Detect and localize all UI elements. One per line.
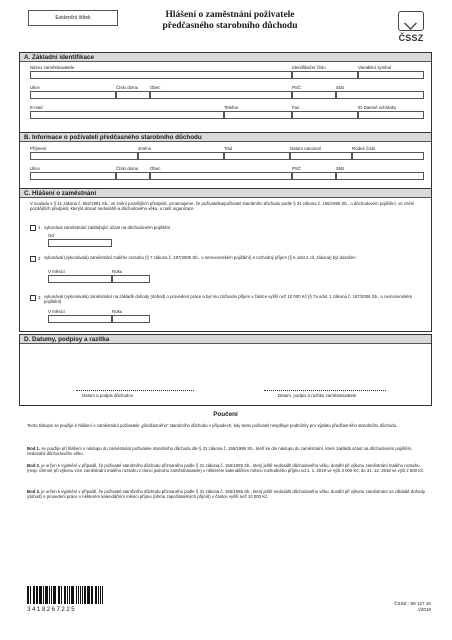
label-b-house-no: Číslo domu (116, 166, 139, 171)
label-b-zip: PSČ (292, 166, 302, 171)
section-c-heading: C. Hlášení o zaměstnání (20, 189, 431, 198)
email-field[interactable] (30, 111, 224, 119)
b-street-field[interactable] (30, 172, 116, 180)
b-zip-field[interactable] (292, 172, 336, 180)
barcode-bar (89, 586, 90, 604)
employer-name-field[interactable] (30, 71, 292, 79)
barcode-bar (36, 586, 38, 604)
signature-line-pensioner[interactable] (76, 390, 194, 391)
label-fax: Fax (292, 105, 300, 110)
option-2-month-label: V měsíci (48, 269, 65, 274)
instructions-intro: Tento tiskopis se použije k hlášení o zaměstnání poživatele „předčasného“ starobního důchodu v případech, kdy tento poživatel nesplňuje podmínky pro výplatu předčasného starobního důchodu. (27, 423, 398, 428)
label-b-state: Stát (336, 166, 344, 171)
b-city-field[interactable] (150, 172, 292, 180)
option-1-checkbox[interactable] (30, 225, 36, 231)
option-3-text: vykonával (vykonávala) zaměstnání na základě dohody (dohod) o provedení práce a byl mu zúčtován příjem v částce vyšší než 10 000 Kč (§ 7a odst. 1 zákona č. 187/2006 Sb., o nemocenském pojištění) (44, 294, 413, 305)
point-1-text: se použije při hlášení o nástupu do zaměstnání poživatele starobního důchodu dle § 31 zákona č. 155/1995 Sb., kteří ke dni nástupu do zaměstnání, které zakládá účast na důchodovém pojištění, nedosáhli důchodového věku. (27, 446, 413, 457)
label-databox: ID Datové schránky (358, 105, 397, 110)
b-state-field[interactable] (336, 172, 424, 180)
barcode-bar (30, 586, 31, 604)
section-a-heading: A. Základní identifikace (20, 53, 431, 62)
birth-no-field[interactable] (352, 152, 424, 160)
label-zip: PSČ (292, 85, 302, 90)
form-title (130, 10, 330, 32)
label-house-no: Číslo domu (116, 85, 139, 90)
label-city: Obec (150, 85, 161, 90)
label-surname: Příjmení (30, 146, 47, 151)
option-3-year-label: Roku (112, 309, 123, 314)
label-id-number: Identifikační číslo (292, 65, 326, 70)
option-3-number: 3 (38, 295, 41, 300)
signature-line-employer[interactable] (264, 390, 386, 391)
option-3-month-field[interactable] (48, 315, 112, 323)
point-2-text: je určen k vyplnění v případě, že poživatel starobního důchodu přiznaného podle § 31 zákona č. 155/1995 Sb., který ještě nedosáhl důchodového věku, dosáhl při výkonu zaměstnání malého rozsahu (resp. úhrnně při výkonu více zaměstnání malého rozsahu v rámci jednoho zaměstnavatele) v některém kalendářním měsíci rozhodného příjmu od 1. 1. 2019 ve výši 3 000 Kč, do 31. 12. 2018 ve výši 2 500 Kč. (27, 463, 425, 474)
instructions-point-1 (27, 446, 429, 457)
b-house-no-field[interactable] (116, 172, 150, 180)
option-1-text: vykonává zaměstnání zakládající účast na důchodovém pojištění (44, 225, 171, 230)
form-code-version: I/2019 (418, 606, 431, 612)
label-birth-date: Datum narození (290, 146, 322, 151)
barcode-bar (59, 586, 60, 604)
var-symbol-field[interactable] (358, 71, 424, 79)
state-field[interactable] (336, 91, 424, 99)
barcode-bar (91, 586, 93, 604)
house-no-field[interactable] (116, 91, 150, 99)
label-title: Titul (224, 146, 233, 151)
barcode-bar (84, 586, 85, 604)
label-b-street: Ulice (30, 166, 40, 171)
birth-date-field[interactable] (290, 152, 352, 160)
label-birth-no: Rodné číslo (352, 146, 376, 151)
barcode-bar (71, 586, 72, 604)
title-line-2: předčasného starobního důchodu (162, 21, 298, 31)
barcode-bar (67, 586, 68, 604)
barcode-bar (53, 586, 54, 604)
instructions-title: Poučení (213, 411, 238, 418)
signature-label-pensioner: Datum a podpis důchodce (82, 393, 134, 398)
barcode-bar (85, 586, 86, 604)
barcode-bar (61, 586, 62, 604)
barcode-bar (34, 586, 35, 604)
instructions-point-2 (27, 463, 429, 474)
barcode-bar (43, 586, 44, 604)
section-d-heading: D. Datumy, podpisy a razítka (20, 335, 431, 344)
option-2-year-label: Roku (112, 269, 123, 274)
title-line-1: Hlášení o zaměstnání poživatele (165, 10, 295, 20)
barcode-number: 3418267225 (27, 606, 77, 613)
option-2-text: vykonával (vykonávala) zaměstnání malého rozsahu (§ 7 zákona č. 187/2006 Sb., o nemocenském pojištění) a rozhodný příjem (§ 6 odst.2 cit. zákona) byl dosažen (44, 255, 356, 260)
databox-field[interactable] (358, 111, 424, 119)
city-field[interactable] (150, 91, 292, 99)
section-c (19, 188, 432, 332)
phone-field[interactable] (224, 111, 292, 119)
label-phone: Telefon (224, 105, 239, 110)
barcode-bar (46, 586, 47, 604)
barcode-bar (80, 586, 81, 604)
barcode-bar (96, 586, 97, 604)
section-c-intro: V souladu s § 41 zákona č. 582/1991 Sb., ve znění pozdějších předpisů, oznamujeme, že poživatelka/poživatel starobního důchodu podle § 31 zákona č. 155/1995 Sb., o důchodovém pojištění, ve znění pozdějších předpisů, který/á dosud nedosáhl/-a důchodového věku, u naší organizace (30, 201, 415, 212)
section-b (19, 132, 432, 192)
barcode-bar (49, 586, 50, 604)
form-code (394, 601, 431, 612)
point-3-text: je určen k vyplnění v případě, že poživatel starobního důchodu přiznaného podle § 31 zákona č. 155/1995 Sb., který ještě nedosáhl důchodového věku, dosáhl při výkonu zaměstnání na základě dohody (dohod) o provedení práce v některém kalendářním měsíci příjmu (úhrnu započitatelných příjmů) v částce vyšší než 10 000 Kč. (27, 489, 425, 500)
option-2-checkbox[interactable] (30, 256, 36, 262)
point-3-label: Bod 3. (27, 489, 41, 494)
logo-text: ČSSZ (398, 33, 424, 43)
label-street: Ulice (30, 85, 40, 90)
instructions-point-3 (27, 489, 429, 500)
section-a (19, 52, 432, 136)
label-state: Stát (336, 85, 344, 90)
label-employer-name: Název zaměstnavatele (30, 65, 75, 70)
registration-stamp-box (28, 10, 118, 26)
zip-field[interactable] (292, 91, 336, 99)
fax-field[interactable] (292, 111, 358, 119)
label-email: E-mail (30, 105, 43, 110)
barcode-bar (65, 586, 66, 604)
section-b-heading: B. Informace o poživateli předčasného starobního důchodu (20, 133, 431, 142)
title-field[interactable] (224, 152, 290, 160)
barcode-bar (40, 586, 41, 604)
barcode-bar (54, 586, 56, 604)
barcode (27, 586, 107, 604)
option-1-number: 1 (38, 225, 41, 230)
label-first-name: Jméno (138, 146, 152, 151)
option-3-checkbox[interactable] (30, 295, 36, 301)
surname-field[interactable] (30, 152, 138, 160)
option-2-number: 2 (38, 256, 41, 261)
cssz-logo (396, 11, 426, 45)
first-name-field[interactable] (138, 152, 224, 160)
form-code-number: ČSSZ - 89 127 10 (394, 601, 431, 606)
option-1-from-field[interactable] (48, 239, 112, 247)
point-1-label: Bod 1. (27, 446, 41, 451)
option-3-month-label: V měsíci (48, 309, 65, 314)
signature-label-employer: Datum, podpis a razítko zaměstnavatele (278, 393, 357, 398)
label-var-symbol: Variabilní symbol (358, 65, 392, 70)
id-number-field[interactable] (292, 71, 358, 79)
barcode-bar (78, 586, 79, 604)
section-d (19, 334, 432, 406)
point-2-label: Bod 2. (27, 463, 41, 468)
option-1-from-label: Od (48, 233, 54, 238)
option-3-year-field[interactable] (112, 315, 150, 323)
barcode-bar (98, 586, 99, 604)
stamp-label: Evidenční štítek (55, 15, 91, 21)
option-2-month-field[interactable] (48, 275, 112, 283)
barcode-bar (72, 586, 74, 604)
barcode-bar (102, 586, 103, 604)
street-field[interactable] (30, 91, 116, 99)
option-2-year-field[interactable] (112, 275, 150, 283)
barcode-bar (28, 586, 29, 604)
cssz-logo-icon (398, 11, 424, 31)
label-b-city: Obec (150, 166, 161, 171)
